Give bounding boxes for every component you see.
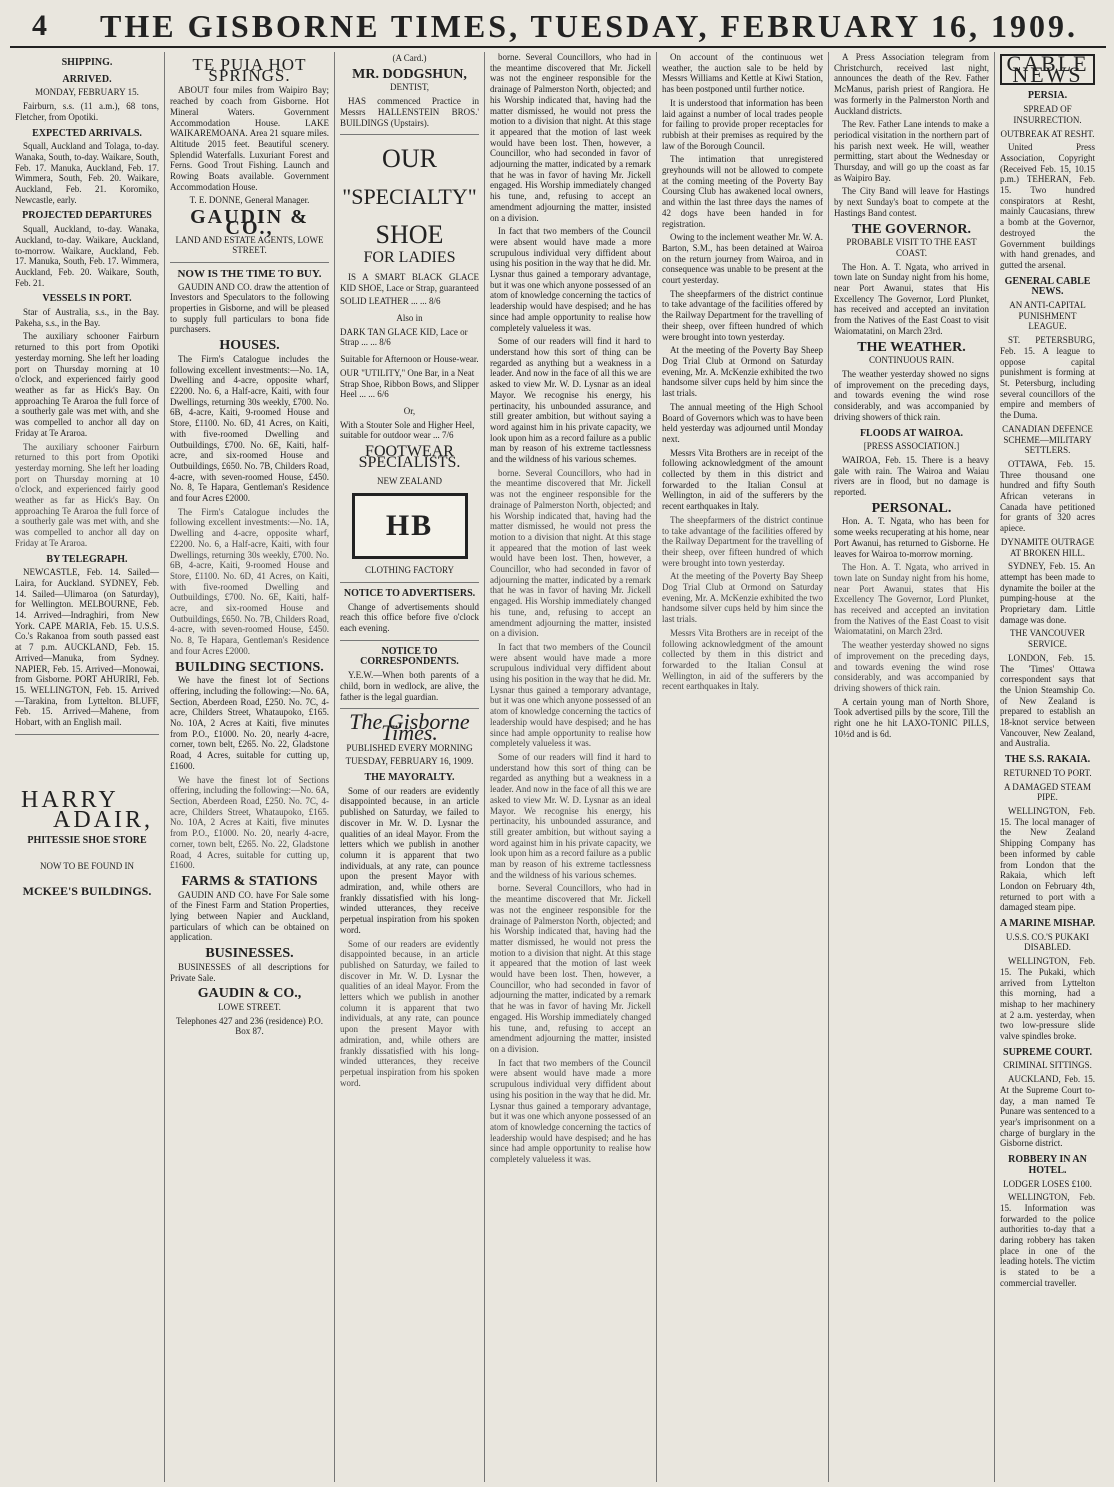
editorial-2-cont: In fact that two members of the Council were absent would have made a more scrupulous individual very diffident about using his position in the way that he did. Mr. Lysnar thus gained a temporary advantage, but it was one which anyone possessed of an atom of knowledge concerning the tactics of leadership would have despised; and he has since had ample opportunity to realise how completely valueless it was. — [490, 641, 651, 749]
telegraph-text: NEWCASTLE, Feb. 14. Sailed—Laira, for Auckland. SYDNEY, Feb. 14. Sailed—Ulimaroa (on Saturday), for Wellington. MELBOURNE, Feb. 14. Arrived—Indraghiri, from New York. CAPE MARIA, Feb. 15. U.S.S. Co.'s Rakanoa from south passed east at 7 p.m. AUCKLAND, Feb. 15. Arrived—Manuka, from Sydney. NAPIER, Feb. 15. Arrived—Monowai, from Gisborne. PORT AHURIRI, Feb. 15. WELLINGTON, Feb. 15. Arrived—Tarakina, from Lyttelton. BLUFF, Feb. 15. Arrived—Mahene, from Hobart, with an English mail. — [15, 567, 159, 728]
gaudin2-sub: LOWE STREET. — [218, 1001, 281, 1012]
gaudin2-logo: GAUDIN & CO., — [197, 986, 302, 1002]
column-local-news — [657, 52, 829, 1482]
tepuia-title: TE PUIA HOT SPRINGS. — [192, 55, 307, 85]
personal-heading: PERSONAL. — [871, 500, 952, 516]
cable-news-title: CABLE NEWS — [1000, 54, 1095, 85]
editorial-2: In fact that two members of the Council were absent would have made a more scrupulous individual very diffident about using his position in the way that he did. Mr. Lysnar thus gained a temporary advantage, but it was one which anyone possessed of an atom of knowledge concerning the tactics of leadership would have despised; and he has since had ample opportunity to realise how completely valueless it was. — [490, 226, 651, 333]
vancouver-text: LONDON, Feb. 15. The 'Times' Ottawa correspondent says that the Union Steamship Co. of New Zealand is prepared to establish an 18-knot service between Vancouver, New Zealand, and Australia. — [1000, 652, 1095, 749]
canadian-text: OTTAWA, Feb. 15. Three thousand one hundred and fifty South African veterans in Canada have petitioned for grants of 320 acres apiece. — [1000, 458, 1095, 534]
mayoralty-text: Some of our readers are evidently disappointed because, in an article published on Saturday, we failed to discover in Mr. W. D. Lysnar the qualities of an ideal Mayor. From the letters which we publish in another column it is apparent that two individuals, at any rate, can pounce upon the present Mayor with admiration, and, while others are frankly dissatisfied with his long-winded utterances, they receive perpetual inspiration from his spoken word. — [340, 785, 479, 935]
local-6: At the meeting of the Poverty Bay Sheep Dog Trial Club at Ormond on Saturday evening, Mr. A. McKenzie exhibited the two handsome silver cups held by him since the last trials. — [662, 345, 823, 399]
local-4: Owing to the inclement weather Mr. W. A. Barton, S.M., has been detained at Wairoa on the return journey from Wairoa, and in consequence was unable to be present at the court yesterday. — [662, 232, 823, 286]
shoe-desc: IS A SMART BLACK GLACE KID SHOE, Lace or Strap, guaranteed — [340, 271, 479, 293]
shipping-news: The auxiliary schooner Fairburn returned to this port from Opotiki yesterday morning. She left her loading port on Thursday morning at 10 o'clock, and experienced fairly good weather as far as Hick's Bay. On approaching Te Araroa the full force of a southerly gale was met with, and she was compelled to anchor all day on Friday at Te Araroa. — [15, 331, 159, 438]
editorial-1-cont: borne. Several Councillors, who had in the meantime discovered that Mr. Jickell was not the engineer responsible for the drainage of Palmerston North, objected; and his Worship indicated that, having had the matter dismissed, he would not press the motion to a division that night. At this stage it appeared that the motion of last week would have been lost. Then, however, a Councillor, who had seconded in favor of adjourning the matter, indicated by a remark that he was in favor of having Mr. Jickell engaged. His Worship immediately changed his tune, and, refusing to accept an amendment adjourning the matter, insisted on a division. — [490, 467, 651, 639]
column-shoe — [335, 52, 485, 1482]
businesses-text: BUSINESSES of all descriptions for Private Sale. — [170, 961, 329, 983]
tepuia-text: ABOUT four miles from Waipiro Bay; reached by coach from Gisborne. Hot Mineral Waters. Government Accommodation House. LAKE WAIKAREMOANA. Area 21 square miles. Altitude 2015 feet. Beautiful scenery. Splendid Waterfalls. Luxuriant Forest and Ferns. Good Trout Fishing. Launch and Rowing Boats available. Government Accommodation House. — [170, 85, 329, 192]
local-1: On account of the continuous wet weather, the auction sale to be held by Messrs Williams and Kettle at Kiwi Station, has been postponed until further notice. — [662, 52, 823, 95]
solid-leather: SOLID LEATHER ... ... 8/6 — [340, 296, 441, 307]
also-in: Also in — [396, 313, 423, 324]
weather-sub: CONTINUOUS RAIN. — [869, 355, 954, 366]
rakaia-text: WELLINGTON, Feb. 15. The local manager of the New Zealand Shipping Company has been informed by cable from London that the Rakaia, which left London on February 4th, returned to port with a damaged steam pipe. — [1000, 806, 1095, 913]
notice-corr-text: Y.E.W.—When both parents of a child, born in wedlock, are alive, the father is the legal guardian. — [340, 670, 479, 702]
editorial-3-cont: Some of our readers will find it hard to understand how this sort of thing can be regarded as anything but a weakness in a leader. And now in the face of all this we are asked to view Mr. W. D. Lysnar as an ideal Mayor. We recognise his energy, his pertinacity, his unbounded assurance, and still greater ambition, but without saying a word against him in his private capacity, we look upon him as a record failure as a public man by reason of his extreme tactlessness and the wildness of his various schemes. — [490, 752, 651, 880]
shoe-heading: SHOE — [375, 220, 444, 250]
hb-logo: HB — [352, 493, 468, 559]
notice-adv-heading: NOTICE TO ADVERTISERS. — [343, 587, 476, 599]
governor-text: The Hon. A. T. Ngata, who arrived in town late on Sunday night from his home, near Port Awanui, states that His Excellency The Governor, Lord Plunket, has received and accepted an invitation from the Natives of the East Coast to visit Waiomatatini, on March 23rd. — [834, 261, 989, 336]
laxo-ad: A certain young man of North Shore, Took advertised pills by the score, Till the right one he hit LAXO-TONIC PILLS, 10½d and is 6d. — [834, 696, 989, 739]
floods-heading: FLOODS AT WAIROA. — [859, 427, 964, 439]
local-8: Messrs Vita Brothers are in receipt of the following acknowledgment of the amount collected by them in this district and forwarded to the Italian Consul at Wellington, in aid of the sufferers by the recent earthquakes in Italy. — [662, 447, 823, 512]
news-3: The City Band will leave for Hastings by next Sunday's boat to compete at the Hastings Band contest. — [834, 186, 989, 218]
now-text: GAUDIN AND CO. draw the attention of Investors and Speculators to the following properties in Gisborne, and will be pleased to supply full particulars to bona fide purchasers. — [170, 281, 329, 335]
specialty-heading: "SPECIALTY" — [342, 184, 477, 210]
shipping-news-cont: The auxiliary schooner Fairburn returned to this port from Opotiki yesterday morning. She left her loading port on Thursday morning at 10 o'clock, and experienced fairly good weather as far as Hick's Bay. On approaching Te Araroa the full force of a southerly gale was met with, and she was compelled to anchor all day on Friday at Te Araroa. — [15, 441, 159, 548]
persia-heading: PERSIA. — [1027, 90, 1068, 102]
harry-ad: HARRY — [21, 786, 119, 813]
editorial-3: Some of our readers will find it hard to understand how this sort of thing can be regarded as anything but a weakness in a leader. And now in the face of all this we are asked to view Mr. W. D. Lysnar as an ideal Mayor. We recognise his energy, his pertinacity, his unbounded assurance, and still greater ambition, but without saying a word against him in his private capacity, we look upon him as a record failure as a public man by reason of his extreme tactlessness and the wildness of his various schemes. — [490, 336, 651, 465]
local-3-cont: Messrs Vita Brothers are in receipt of the following acknowledgment of the amount collected by them in this district and forwarded to the Italian Consul at Wellington, in aid of the sufferers by the recent earthquakes in Italy. — [662, 627, 823, 692]
editorial-1: borne. Several Councillors, who had in the meantime discovered that Mr. Jickell was not the engineer responsible for the drainage of Palmerston North, objected; and his Worship indicated that, having had the matter dismissed, he would not press the motion to a division that night. At this stage it appeared that the motion of last week would have been lost. Then, however, a Councillor, who had seconded in favor of adjourning the matter, indicated by a remark that he was in favor of having Mr. Jickell engaged. His Worship immediately changed his tune, and, refusing to accept an amendment adjourning the matter, insisted on a division. — [490, 52, 651, 223]
phone: Telephones 427 and 236 (residence) P.O. Box 87. — [175, 1015, 324, 1037]
column-ads — [165, 52, 335, 1482]
expected-text: Squall, Auckland and Tolaga, to-day. Wanaka, South, to-day. Waikare, South, Feb. 17. Manuka, Auckland, Feb. 17. Wimmera, South, Feb. 20. Waikare, Auckland, Feb. 21. Koromiko, Newcastle, early. — [15, 141, 159, 205]
now-found: NOW TO BE FOUND IN — [39, 860, 134, 871]
rakaia-sub2: A DAMAGED STEAM PIPE. — [1003, 781, 1091, 803]
dynamite-text: SYDNEY, Feb. 15. An attempt has been made to dynamite the boiler at the pumping-house at the Proprietary dam. Little damage was done. — [1000, 561, 1095, 625]
supreme-heading: SUPREME COURT. — [1003, 1046, 1092, 1058]
arrivals-text: Fairburn, s.s. (11 a.m.), 68 tons, Fletcher, from Opotiki. — [15, 101, 159, 122]
notice-adv-text: Change of advertisements should reach this office before five o'clock each evening. — [340, 601, 479, 633]
dentist-text: HAS commenced Practice in Messrs HALLENSTEIN BROS.' BUILDINGS (Upstairs). — [340, 96, 479, 128]
factory-label: CLOTHING FACTORY — [365, 565, 454, 576]
dentist-name: MR. DODGSHUN, — [352, 66, 467, 82]
businesses-heading: BUSINESSES. — [205, 946, 294, 962]
gaudin-logo: GAUDIN & CO., — [190, 206, 309, 239]
local-3: The intimation that unregistered greyhounds will not be allowed to compete at the coming meeting of the Poverty Bay Coursing Club has awakened local owners, and within the last three days the names of 42 dogs have been handed in for registration. — [662, 154, 823, 229]
column-shipping — [10, 52, 165, 1482]
building-text-cont: We have the finest lot of Sections offering, including the following:—No. 6A, Section, Aberdeen Road, £250. No. 7C, 4-acre, Childers Street, Whataupoko, £165. No. 10A, 2 Acres at Kaiti, five minutes from P.O., £1000. No. 20, nearly 4-acre, corner, town belt, £265. No. 22, Gladstone Road, 4 Acres, suitable for cutting up, £1600. — [170, 774, 329, 871]
column-news — [829, 52, 995, 1482]
building-heading: BUILDING SECTIONS. — [175, 659, 324, 675]
telegraph-heading: BY TELEGRAPH. — [46, 553, 128, 565]
departures-heading: PROJECTED DEPARTURES — [22, 210, 152, 222]
stouter: With a Stouter Sole and Higher Heel, suitable for outdoor wear ... 7/6 — [340, 419, 475, 441]
local-2-cont: At the meeting of the Poverty Bay Sheep Dog Trial Club at Ormond on Saturday evening, Mr. A. McKenzie exhibited the two handsome silver cups held by him since the last trials. — [662, 571, 823, 625]
arrived-heading: ARRIVED. — [62, 73, 112, 85]
expected-heading: EXPECTED ARRIVALS. — [32, 127, 142, 139]
mishap-text: WELLINGTON, Feb. 15. The Pukaki, which arrived from Lyttelton this morning, had a mishap to her machinery at 2 a.m. yesterday, when two low-pressure slide valve spindles broke. — [1000, 956, 1095, 1042]
farms-text: GAUDIN AND CO. have For Sale some of the Finest Farm and Station Properties, lying between Napier and Auckland, particulars of which can be obtained on application. — [170, 889, 329, 943]
vancouver-sub: THE VANCOUVER SERVICE. — [1010, 628, 1085, 650]
personal-cont: The Hon. A. T. Ngata, who arrived in town late on Sunday night from his home, near Port Awanui, states that His Excellency The Governor, Lord Plunket, has received and accepted an invitation from the Natives of the East Coast to visit Waiomatatini, on March 23rd. — [834, 562, 989, 637]
criminal-sub: CRIMINAL SITTINGS. — [1003, 1060, 1092, 1071]
editorial-2-cont2: In fact that two members of the Council were absent would have made a more scrupulous individual very diffident about using his position in the way that he did. Mr. Lysnar thus gained a temporary advantage, but it was one which anyone possessed of an atom of knowledge concerning the tactics of leadership would have despised; and he has since had ample opportunity to realise how completely valueless it was. — [490, 1057, 651, 1165]
vessels-heading: VESSELS IN PORT. — [42, 293, 132, 305]
newspaper-title: THE GISBORNE TIMES, TUESDAY, FEBRUARY 16, 1909. — [99, 7, 1078, 44]
adair-ad: ADAIR, — [53, 807, 153, 834]
editorial-1-cont2: borne. Several Councillors, who had in the meantime discovered that Mr. Jickell was not the engineer responsible for the drainage of Palmerston North, objected; and his Worship indicated that, having had the matter dismissed, he would not press the motion to a division that night. At this stage it appeared that the motion of last week would have been lost. Then, however, a Councillor, who had seconded in favor of adjourning the matter, indicated by a remark that he was in favor of having Mr. Jickell engaged. His Worship immediately changed his tune, and, refusing to accept an amendment adjourning the matter, insisted on a division. — [490, 883, 651, 1054]
card-label: (A Card.) — [392, 53, 427, 63]
tepuia-sign: T. E. DONNE, General Manager. — [189, 195, 310, 206]
robbery-heading: ROBBERY IN AN HOTEL. — [1008, 1154, 1087, 1176]
local-5: The sheepfarmers of the district continue to take advantage of the facilities offered by the Railway Department for the travelling of their sheep, over fifteen hundred of which were brought into town yesterday. — [662, 288, 823, 342]
local-7: The annual meeting of the High School Board of Governors which was to have been held yesterday was adjourned until Monday next. — [662, 401, 823, 444]
building-text: We have the finest lot of Sections offering, including the following:—No. 6A, Section, Aberdeen Road, £250. No. 7C, 4-acre, Childers Street, Whataupoko, £165. No. 10A, 2 Acres at Kaiti, five minutes from P.O., £1000. No. 20, nearly 4-acre, corner, town belt, £265. No. 22, Gladstone Road, 4 Acres, suitable for cutting up, £1600. — [170, 675, 329, 771]
news-1: A Press Association telegram from Christchurch, received last night, announces the death of the Rev. Father McManus, parish priest of Rangiora. He was formerly in the Palmerston North and Auckland districts. — [834, 52, 989, 116]
arrived-date: MONDAY, FEBRUARY 15. — [35, 87, 139, 98]
personal-cont2: The weather yesterday showed no signs of improvement on the preceding days, and towards evening the wind rose considerably, and was accompanied by driving showers of thick rain. — [834, 640, 989, 693]
nz-label: NEW ZEALAND — [376, 476, 443, 487]
supreme-text: AUCKLAND, Feb. 15. At the Supreme Court to-day, a man named Te Punare was sentenced to a year's imprisonment on a charge of burglary in the Gisborne district. — [1000, 1074, 1095, 1149]
mayoralty-heading: THE MAYORALTY. — [364, 772, 455, 784]
for-ladies: FOR LADIES — [363, 249, 456, 267]
divider — [15, 734, 159, 735]
dark-tan: DARK TAN GLACE KID, Lace or Strap ... ... 8/6 — [340, 326, 468, 348]
footwear-specialists: FOOTWEAR SPECIALISTS. — [358, 443, 461, 471]
now-time: NOW IS THE TIME TO BUY. — [177, 267, 322, 280]
houses-text-cont: The Firm's Catalogue includes the following excellent investments:—No. 1A, Dwelling and 4-acre, opposite wharf, £2200. No. 6, a Half-acre, Kaiti, with four Dwellings, returning 30s weekly, £700. No. 6B, 4-acre, Kaiti, 9-roomed House and Store, £1100. No. 6D, 41 Acres, on Kaiti, with five-roomed Dwelling and Outbuildings, £700. No. 6E, Kaiti, half-acre, and six-roomed House and Outbuildings, £650. No. 7B, Childers Road, 4-acre, with seven-roomed House, £450. No. 8, Te Hapara, Gentleman's Residence and four Acres £2000. — [170, 506, 329, 656]
governor-heading: THE GOVERNOR. — [851, 221, 971, 237]
columns — [10, 52, 1106, 1482]
rakaia-sub: RETURNED TO PORT. — [1003, 767, 1092, 778]
mishap-sub: U.S.S. CO.'S PUKAKI DISABLED. — [1005, 931, 1090, 953]
vessels-text: Star of Australia, s.s., in the Bay. Pakeha, s.s., in the Bay. — [15, 307, 159, 328]
suitable: Suitable for Afternoon or House-wear. — [340, 354, 479, 365]
shipping-heading: SHIPPING. — [61, 57, 113, 68]
our-heading: OUR — [382, 144, 437, 174]
houses-text: The Firm's Catalogue includes the following excellent investments:—No. 1A, Dwelling and 4-acre, opposite wharf, £2200. No. 6, a Half-acre, Kaiti, with four Dwellings, returning 30s weekly, £700. No. 6B, 4-acre, Kaiti, 9-roomed House and Store, £1100. No. 6D, 41 Acres, on Kaiti, with five-roomed Dwelling and Outbuildings, £700. No. 6E, Kaiti, half-acre, and six-roomed House and Outbuildings, £650. No. 7B, Childers Road, 4-acre, with seven-roomed House, £450. No. 8, Te Hapara, Gentleman's Residence and four Acres £2000. — [170, 353, 329, 504]
departures-text: Squall, Auckland, to-day. Wanaka, Auckland, to-day. Waikare, Auckland, to-morrow. Waikare, Auckland, Feb. 17. Manuka, South, Feb. 17. Wimmera, Auckland, Feb. 20. Waikare, South, Feb. 21. — [15, 224, 159, 288]
masthead — [10, 6, 1106, 48]
utility: OUR "UTILITY," One Bar, in a Neat Strap Shoe, Ribbon Bows, and Slipper Heel ... ... 6/6 — [340, 367, 479, 400]
houses-heading: HOUSES. — [219, 338, 280, 354]
weather-heading: THE WEATHER. — [857, 339, 966, 355]
mckees: MCKEE'S BUILDINGS. — [22, 883, 152, 898]
governor-sub: PROBABLE VISIT TO THE EAST COAST. — [846, 237, 977, 258]
anti-text: ST. PETERSBURG, Feb. 15. A league to oppose capital punishment is forming at St. Petersburg, including several councillors of the empire and members of the Duma. — [1000, 335, 1095, 421]
floods-text: WAIROA, Feb. 15. There is a heavy gale with rain. The Wairoa and Waiau rivers are in flood, but no damage is reported. — [834, 454, 989, 498]
phitessie: PHITESSIE SHOE STORE — [27, 835, 147, 847]
outbreak-sub: OUTBREAK AT RESHT. — [1000, 128, 1095, 139]
local-1-cont: The sheepfarmers of the district continue to take advantage of the facilities offered by the Railway Department for the travelling of their sheep, over fifteen hundred of which were brought into town yesterday. — [662, 514, 823, 568]
robbery-sub: LODGER LOSES £100. — [1003, 1178, 1092, 1189]
notice-corr-heading: NOTICE TO CORRESPONDENTS. — [360, 645, 459, 668]
mayoralty-text-cont: Some of our readers are evidently disappointed because, in an article published on Saturday, we failed to discover in Mr. W. D. Lysnar the qualities of an ideal Mayor. From the letters which we publish in another column it is apparent that two individuals, at any rate, can pounce upon the present Mayor with admiration, and, while others are frankly dissatisfied with his long-winded utterances, they receive perpetual inspiration from his spoken word. — [340, 938, 479, 1088]
personal-text: Hon. A. T. Ngata, who has been for some weeks recuperating at his home, near Port Awanui, has returned to Gisborne. He leaves for Wairoa to-morrow morning. — [834, 516, 989, 559]
outbreak-text: United Press Association, Copyright (Received Feb. 15, 10.15 p.m.) TEHERAN, Feb. 15. Two hundred conspirators at Resht, mainly Caucasians, threw a bomb at the Governor, destroyed the Government buildings with hand grenades, and gutted the arsenal. — [1000, 142, 1095, 270]
anti-capital-sub: AN ANTI-CAPITAL PUNISHMENT LEAGUE. — [1009, 300, 1086, 332]
general-heading: GENERAL CABLE NEWS. — [1004, 275, 1091, 298]
dentist-title: DENTIST, — [389, 82, 430, 93]
issue-date: TUESDAY, FEBRUARY 16, 1909. — [345, 756, 474, 767]
gaudin-sub: LAND AND ESTATE AGENTS, LOWE STREET. — [175, 234, 324, 256]
local-2: It is understood that information has been laid against a number of local trades people for failing to provide proper receptacles for rubbish at their premises as required by the law of the Borough Council. — [662, 97, 823, 151]
farms-heading: FARMS & STATIONS — [181, 873, 318, 889]
page-number: 4 — [32, 9, 47, 42]
or-label: Or, — [403, 405, 416, 416]
weather-text: The weather yesterday showed no signs of improvement on the preceding days, and towards evening the wind rose considerably, and was accompanied by driving showers of thick rain. — [834, 368, 989, 422]
published: PUBLISHED EVERY MORNING — [346, 742, 473, 753]
canadian-sub: CANADIAN DEFENCE SCHEME—MILITARY SETTLERS. — [1002, 423, 1093, 456]
spread-sub: SPREAD OF INSURRECTION. — [1013, 104, 1082, 125]
mishap-heading: A MARINE MISHAP. — [1000, 918, 1095, 930]
column-editorial — [485, 52, 657, 1482]
robbery-text: WELLINGTON, Feb. 15. Information was forwarded to the police authorities to-day that a daring robbery has taken place in one of the leading hotels. The victim is stated to be a commercial traveller. — [1000, 1192, 1095, 1288]
dynamite-sub: DYNAMITE OUTRAGE AT BROKEN HILL. — [1000, 536, 1095, 558]
column-cable — [995, 52, 1100, 1482]
press-assoc: [PRESS ASSOCIATION.] — [863, 441, 960, 452]
rakaia-heading: THE S.S. RAKAIA. — [1004, 754, 1091, 766]
news-2: The Rev. Father Lane intends to make a periodical visitation in the northern part of his parish next week. He will, weather permitting, start about the Wednesday or Thursday, and will go up the coast as far as Waipiro Bay. — [834, 119, 989, 183]
paper-title: The Gisborne Times. — [349, 709, 470, 745]
